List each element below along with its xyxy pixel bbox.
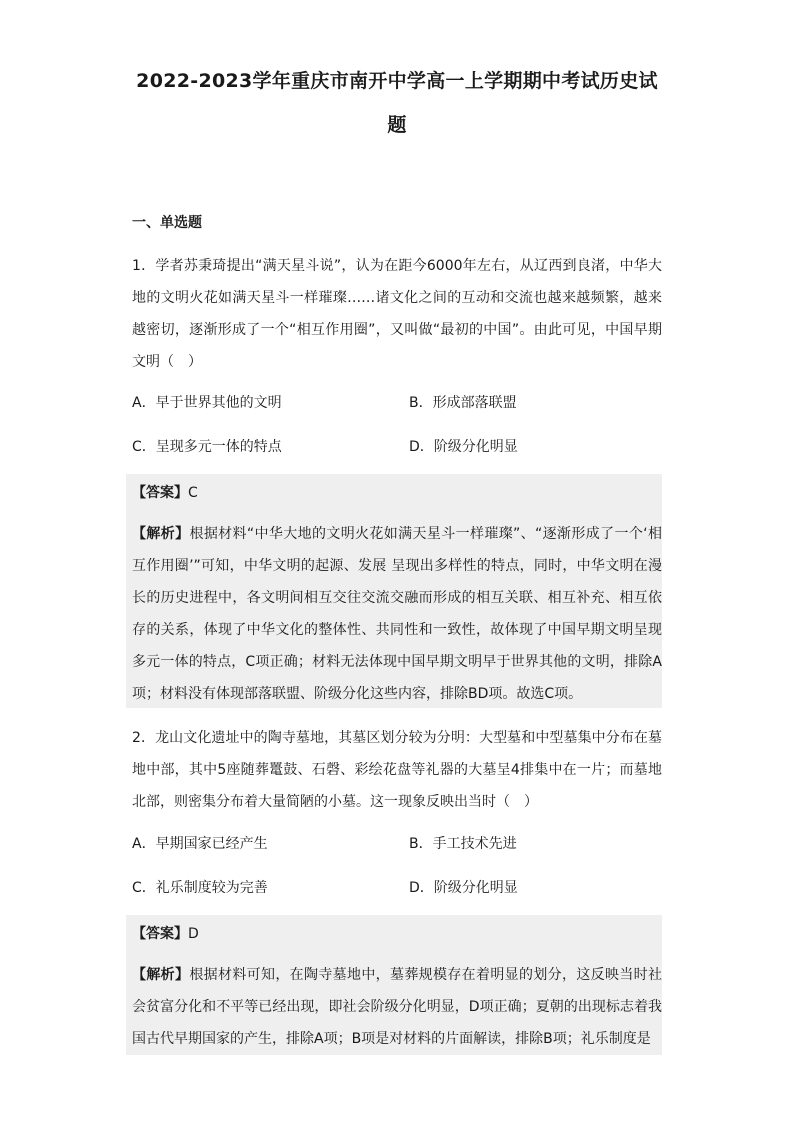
question-2-option-d: D．阶级分化明显 [409,880,518,896]
answer-label: 【答案】 [132,485,188,501]
question-2-stem: 2．龙山文化遗址中的陶寺墓地，其墓区划分较为分明：大型墓和中型墓集中分布在墓地中部，其中5座随葬鼍鼓、石磬、彩绘花盘等礼器的大墓呈4排集中在一片；而墓地北部，则密集分布着大量简陋的小墓。这一现象反映出当时（ ） [132,730,662,810]
question-1-option-a: A．早于世界其他的文明 [132,395,282,411]
question-1-option-b: B．形成部落联盟 [409,395,517,411]
question-1-option-c: C．呈现多元一体的特点 [132,439,282,455]
question-1-answer [132,482,198,504]
analysis-label: 【解析】 [132,526,190,542]
analysis-label: 【解析】 [132,967,190,983]
analysis-text: 根据材料“中华大地的文明火花如满天星斗一样璀璨”、“逐渐形成了一个‘相互作用圈’”可知，中华文明的起源、发展 呈现出多样性的特点，同时，中华文明在漫长的历史进程中，各文明间相互交往交流交融而形成的相互关联、相互补充、相互依存的关系，体现了中华文化的整体性、共同性和一致性，故体现了中国早期文明呈现多元一体的特点，C项正确；材料无法体现中国早期文明早于世界其他的文明，排除A项；材料没有体现部落联盟、阶级分化这些内容，排除BD项。故选C项。 [132,526,662,702]
answer-label: 【答案】 [132,926,188,942]
analysis-text: 根据材料可知，在陶寺墓地中，墓葬规模存在着明显的划分，这反映当时社会贫富分化和不平等已经出现，即社会阶级分化明显，D项正确；夏朝的出现标志着我国古代早期国家的产生，排除A项；B项是对材料的片面解读，排除B项；礼乐制度是 [132,967,663,1047]
question-2-answer [132,923,199,945]
section-heading: 一、单选题 [132,215,202,231]
question-2-option-a: A．早期国家已经产生 [132,836,268,852]
answer-value: C [188,485,198,501]
document-title-line-2: 题 [387,114,407,136]
question-2-option-b: B．手工技术先进 [409,836,517,852]
answer-value: D [188,926,199,942]
question-2-option-c: C．礼乐制度较为完善 [132,880,268,896]
question-1-option-d: D．阶级分化明显 [409,439,518,455]
document-title-line-1: 2022-2023学年重庆市南开中学高一上学期期中考试历史试 [136,70,658,92]
question-2-analysis [132,959,662,1055]
question-1-stem: 1．学者苏秉琦提出“满天星斗说”，认为在距今6000年左右，从辽西到良渚，中华大地的文明火花如满天星斗一样璀璨……诸文化之间的互动和交流也越来越频繁，越来越密切，逐渐形成了一个“相互作用圈”，又叫做“最初的中国”。由此可见，中国早期文明（ ） [132,258,662,370]
question-1-analysis [132,518,662,710]
